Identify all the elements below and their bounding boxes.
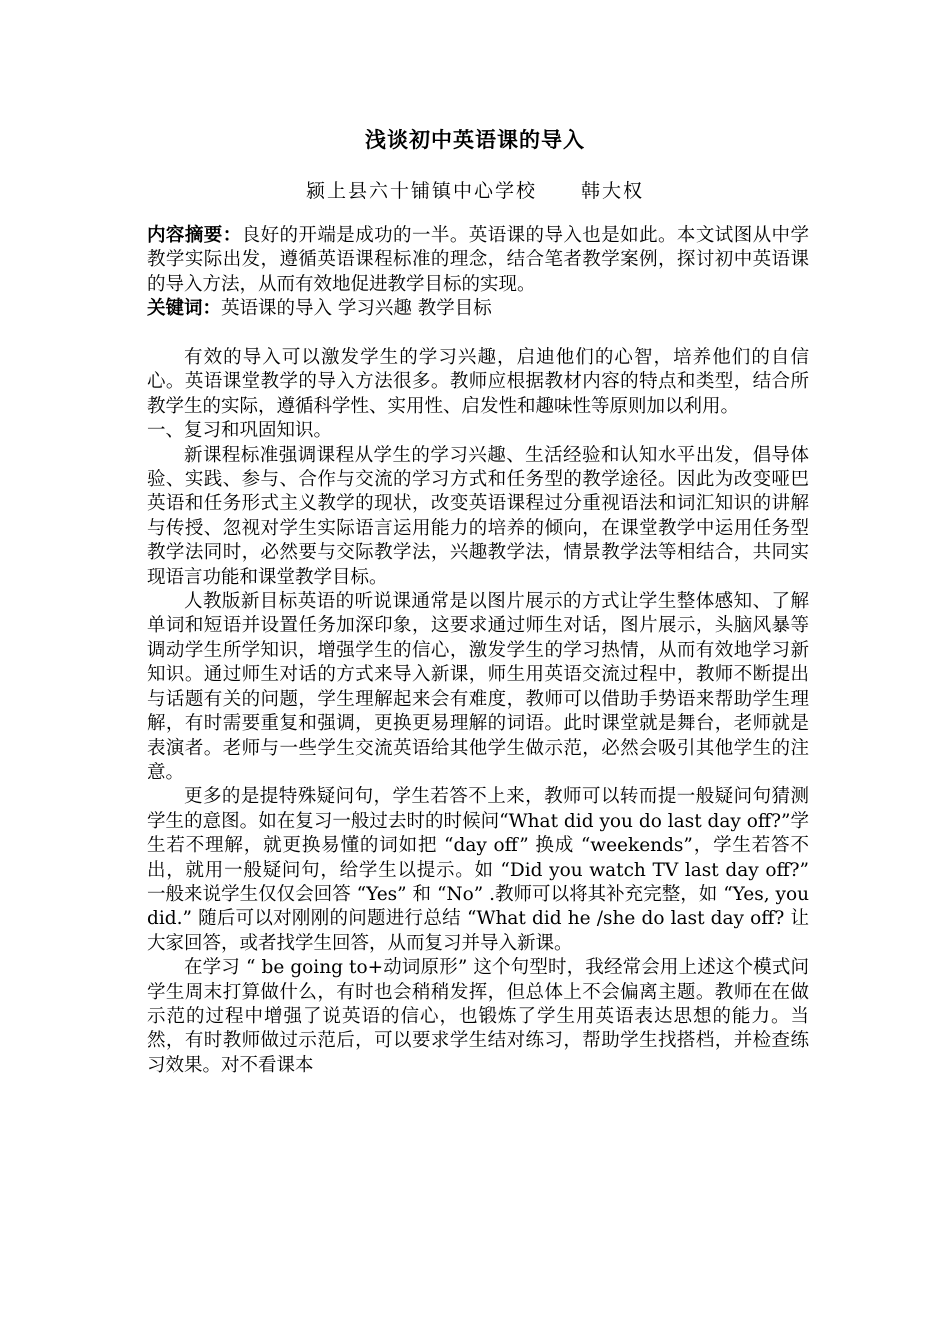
document-title: 浅谈初中英语课的导入 <box>365 128 585 152</box>
body-paragraph: 新课程标准强调课程从学生的学习兴趣、生活经验和认知水平出发，倡导体验、实践、参与、合作与交流的学习方式和任务型的教学途径。因此为改变哑巴英语和任务形式主义教学的现状，改变英语课程过分重视语法和词汇知识的讲解与传授、忽视对学生实际语言运用能力的培养的倾向，在课堂教学中运用任务型教学法同时，必然要与交际教学法，兴趣教学法，情景教学法等相结合，共同实现语言功能和课堂教学目标。 <box>147 444 809 588</box>
keywords-label: 关键词： <box>147 298 222 320</box>
abstract <box>147 224 809 297</box>
body-paragraph: 人教版新目标英语的听说课通常是以图片展示的方式让学生整体感知、了解单词和短语并设置任务加深印象，这要求通过师生对话，图片展示，头脑风暴等调动学生所学知识，增强学生的信心，激发学生的学习热情，从而有效地学习新知识。通过师生对话的方式来导入新课，师生用英语交流过程中，教师不断提出与话题有关的问题，学生理解起来会有难度，教师可以借助手势语来帮助学生理解，有时需要重复和强调，更换更易理解的词语。此时课堂就是舞台，老师就是表演者。老师与一些学生交流英语给其他学生做示范，必然会吸引其他学生的注意。 <box>147 591 809 783</box>
byline <box>0 176 950 203</box>
keywords-text: 英语课的导入 学习兴趣 教学目标 <box>221 298 492 320</box>
body-paragraph: 在学习 “ be going to+动词原形” 这个句型时，我经常会用上述这个模式问学生周末打算做什么，有时也会稍稍发挥，但总体上不会偏离主题。教师在在做示范的过程中增强了说英语的信心，也锻炼了学生用英语表达思想的能力。当然，有时教师做过示范后，可以要求学生结对练习，帮助学生找搭档，并检查练习效果。对不看课本 <box>147 957 809 1076</box>
abstract-label: 内容摘要： <box>147 225 242 246</box>
keywords <box>147 297 809 321</box>
document-body <box>147 224 809 1078</box>
section-heading: 一、复习和巩固知识。 <box>147 420 333 442</box>
author-name: 韩大权 <box>581 180 645 202</box>
school-name: 颍上县六十铺镇中心学校 <box>305 180 537 202</box>
section-spacer <box>147 322 809 346</box>
body-paragraph: 有效的导入可以激发学生的学习兴趣，启迪他们的心智，培养他们的自信心。英语课堂教学的导入方法很多。教师应根据教材内容的特点和类型，结合所教学生的实际，遵循科学性、实用性、启发性和趣味性等原则加以利用。 <box>147 347 809 417</box>
body-paragraph: 更多的是提特殊疑问句，学生若答不上来，教师可以转而提一般疑问句猜测学生的意图。如在复习一般过去时的时候问“What did you do last day off?”学生若不理解，就更换易懂的词如把 “day off” 换成 “weekends”，学生若答不出，就用一般疑问句，给学生以提示。如 “Did you watch TV last day off?” 一般来说学生仅仅会回答 “Yes” 和 “No” .教师可以将其补充完整，如 “Yes, you did.” 随后可以对刚刚的问题进行总结 “What did he /she do last day off? 让大家回答，或者找学生回答，从而复习并导入新课。 <box>147 786 809 954</box>
abstract-text: 良好的开端是成功的一半。英语课的导入也是如此。本文试图从中学教学实际出发，遵循英语课程标准的理念，结合笔者教学案例，探讨初中英语课的导入方法，从而有效地促进教学目标的实现。 <box>147 225 809 295</box>
